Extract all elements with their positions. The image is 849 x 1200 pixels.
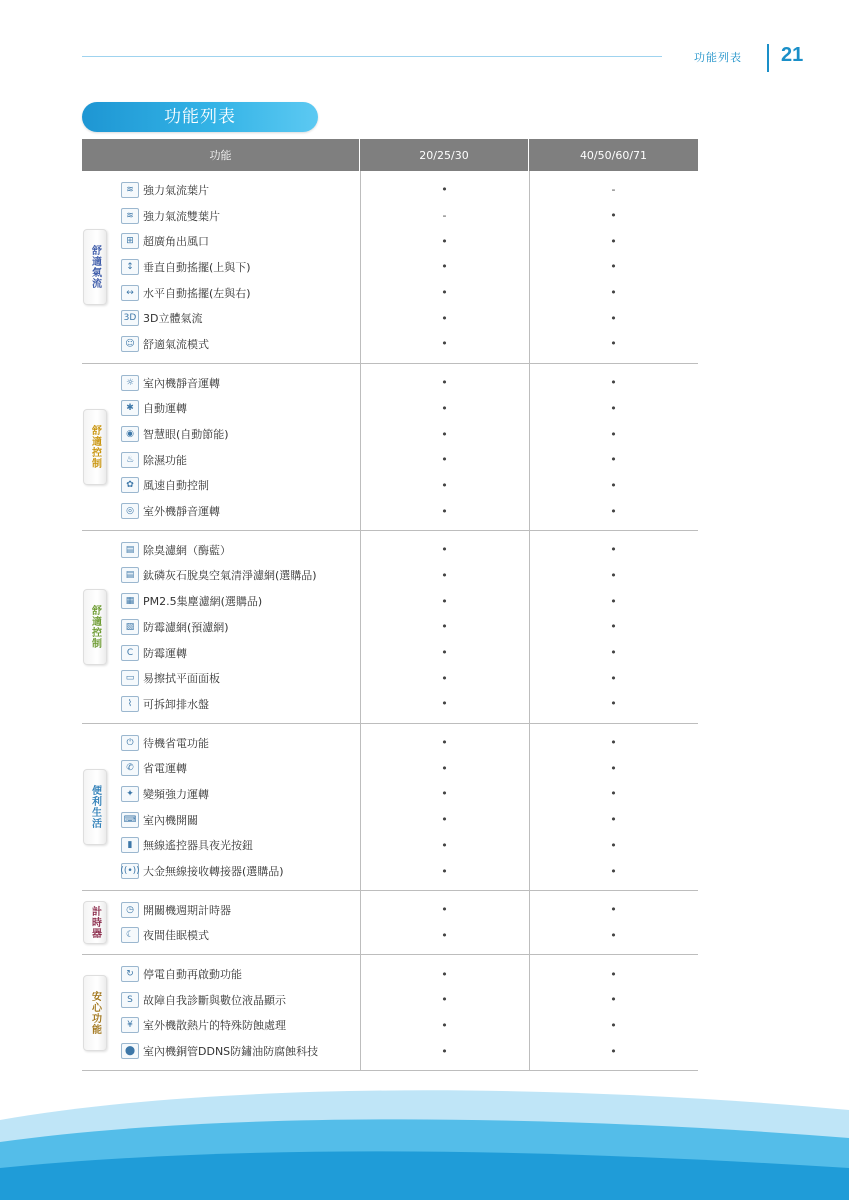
feature-label: 自動運轉 [143, 402, 187, 416]
pm25-filter-icon: ▦ [121, 593, 139, 609]
category-tag: 舒適控制 [83, 589, 107, 665]
support-mark-large-models: • [610, 453, 617, 467]
column-divider [529, 724, 530, 890]
deodorize-filter-icon: ▤ [121, 542, 139, 558]
table-row [82, 421, 698, 447]
feature-cell [82, 285, 360, 301]
section-title: 功能列表 [82, 102, 318, 132]
feature-label: 鈦磷灰石脫臭空氣清淨濾網(選購品) [143, 569, 317, 583]
econo-icon: ✆ [121, 760, 139, 776]
flat-panel-icon: ▭ [121, 670, 139, 686]
remote-icon: ▮ [121, 837, 139, 853]
feature-label: 室內機靜音運轉 [143, 376, 220, 390]
support-mark-small-models: • [441, 761, 448, 775]
table-row [82, 563, 698, 589]
column-divider [529, 171, 530, 363]
table-row [82, 588, 698, 614]
feature-label: 防霉濾網(預濾網) [143, 620, 229, 634]
feature-label: 停電自動再啟動功能 [143, 968, 242, 982]
feature-cell [82, 208, 360, 224]
support-mark-large-models: • [610, 787, 617, 801]
feature-label: 變頻強力運轉 [143, 787, 209, 801]
table-row [82, 1038, 698, 1064]
mold-filter-icon: ▧ [121, 619, 139, 635]
table-row [82, 498, 698, 524]
support-mark-small-models: • [441, 620, 448, 634]
feature-cell [82, 966, 360, 982]
feature-label: 夜間佳眠模式 [143, 929, 209, 943]
feature-label: 無線遙控器具夜光按鈕 [143, 839, 253, 853]
feature-cell [82, 567, 360, 583]
table-row [82, 691, 698, 717]
feature-group [82, 724, 698, 891]
support-mark-large-models: • [610, 260, 617, 274]
table-row [82, 897, 698, 923]
table-row [82, 730, 698, 756]
copper-pipe-icon: ⬤ [121, 1043, 139, 1059]
horizontal-swing-icon: ↔ [121, 285, 139, 301]
support-mark-small-models: • [441, 478, 448, 492]
support-mark-large-models: • [610, 671, 617, 685]
support-mark-large-models: • [610, 568, 617, 582]
column-divider [360, 891, 361, 954]
support-mark-large-models: • [610, 1044, 617, 1058]
feature-cell [82, 1017, 360, 1033]
feature-label: 智慧眼(自動節能) [143, 428, 229, 442]
support-mark-small-models: • [441, 646, 448, 660]
feature-cell [82, 593, 360, 609]
feature-cell [82, 786, 360, 802]
table-row [82, 228, 698, 254]
table-row [82, 923, 698, 949]
support-mark-small-models: • [441, 311, 448, 325]
feature-cell [82, 670, 360, 686]
support-mark-large-models: • [610, 543, 617, 557]
table-header [82, 139, 698, 171]
feature-cell [82, 927, 360, 943]
column-divider [529, 531, 530, 723]
feature-label: 故障自我診斷與數位液晶顯示 [143, 993, 286, 1007]
feature-group [82, 955, 698, 1071]
titanium-filter-icon: ▤ [121, 567, 139, 583]
table-row [82, 370, 698, 396]
support-mark-large-models: • [610, 478, 617, 492]
feature-cell [82, 477, 360, 493]
decorative-wave [0, 1080, 849, 1200]
support-mark-large-models: • [610, 209, 617, 223]
support-mark-small-models: • [441, 376, 448, 390]
table-row [82, 396, 698, 422]
drain-pan-icon: ⌇ [121, 696, 139, 712]
feature-cell [82, 837, 360, 853]
night-mode-icon: ☾ [121, 927, 139, 943]
feature-label: 防霉運轉 [143, 646, 187, 660]
table-row [82, 640, 698, 666]
page-number: 21 [781, 44, 804, 66]
table-row [82, 807, 698, 833]
support-mark-small-models: • [441, 967, 448, 981]
feature-label: 風速自動控制 [143, 479, 209, 493]
weekly-timer-icon: ◷ [121, 902, 139, 918]
feature-label: 水平自動搖擺(左與右) [143, 286, 251, 300]
support-mark-small-models: • [441, 427, 448, 441]
feature-label: 除濕功能 [143, 453, 187, 467]
support-mark-small-models: • [441, 260, 448, 274]
feature-label: 室內機銅管DDNS防鏽油防腐蝕科技 [143, 1045, 319, 1059]
feature-label: PM2.5集塵濾網(選購品) [143, 595, 263, 609]
category-tag: 舒適氣流 [83, 229, 107, 305]
support-mark-small-models: • [441, 337, 448, 351]
support-mark-small-models: • [441, 504, 448, 518]
support-mark-large-models: • [610, 1018, 617, 1032]
support-mark-large-models: • [610, 928, 617, 942]
support-mark-large-models: • [610, 903, 617, 917]
table-row [82, 614, 698, 640]
table-row [82, 254, 698, 280]
column-header-small-models: 20/25/30 [360, 139, 529, 171]
support-mark-large-models: • [610, 311, 617, 325]
feature-cell [82, 902, 360, 918]
wide-blade-icon: ≋ [121, 182, 139, 198]
column-header-function: 功能 [82, 139, 360, 171]
feature-label: 舒適氣流模式 [143, 337, 209, 351]
support-mark-small-models: • [441, 286, 448, 300]
support-mark-large-models: • [610, 427, 617, 441]
feature-group [82, 531, 698, 724]
feature-cell [82, 1043, 360, 1059]
support-mark-small-models: • [441, 838, 448, 852]
feature-group [82, 364, 698, 531]
column-divider [360, 531, 361, 723]
support-mark-large-models: • [610, 736, 617, 750]
powerful-icon: ✦ [121, 786, 139, 802]
support-mark-large-models: • [610, 967, 617, 981]
header-label: 功能列表 [694, 51, 742, 64]
column-divider [360, 171, 361, 363]
feature-label: 可拆卸排水盤 [143, 697, 209, 711]
feature-cell [82, 336, 360, 352]
table-row [82, 305, 698, 331]
self-diagnosis-icon: S [121, 992, 139, 1008]
support-mark-large-models: • [610, 838, 617, 852]
feature-cell [82, 452, 360, 468]
column-divider [529, 955, 530, 1070]
feature-label: 室外機靜音運轉 [143, 505, 220, 519]
support-mark-small-models: • [441, 864, 448, 878]
support-mark-small-models: • [441, 234, 448, 248]
feature-group [82, 171, 698, 364]
feature-cell [82, 400, 360, 416]
table-row [82, 961, 698, 987]
3d-airflow-icon: 3D [121, 310, 139, 326]
column-divider [360, 724, 361, 890]
header-rule [82, 56, 662, 57]
support-mark-large-models: • [610, 813, 617, 827]
feature-cell [82, 696, 360, 712]
table-row [82, 331, 698, 357]
support-mark-large-models: • [610, 761, 617, 775]
support-mark-small-models: • [441, 813, 448, 827]
table-row [82, 473, 698, 499]
support-mark-small-models: • [441, 453, 448, 467]
category-tag: 計時器 [83, 901, 107, 944]
category-tag: 安心功能 [83, 975, 107, 1051]
support-mark-large-models: • [610, 286, 617, 300]
column-divider [360, 364, 361, 530]
support-mark-small-models: • [441, 183, 448, 197]
support-mark-large-models: • [610, 646, 617, 660]
support-mark-large-models: • [610, 337, 617, 351]
header-divider [767, 44, 769, 72]
feature-label: 室外機散熱片的特殊防蝕處理 [143, 1019, 286, 1033]
feature-cell [82, 542, 360, 558]
table-body [82, 171, 698, 1071]
auto-restart-icon: ↻ [121, 966, 139, 982]
column-divider [360, 955, 361, 1070]
wireless-receiver-icon: ((•)) [121, 863, 139, 879]
feature-cell [82, 760, 360, 776]
support-mark-small-models: - [442, 209, 447, 223]
feature-label: 開關機週期計時器 [143, 903, 231, 917]
quiet-outdoor-icon: ◎ [121, 503, 139, 519]
table-row [82, 858, 698, 884]
feature-cell [82, 426, 360, 442]
feature-label: 垂直自動搖擺(上與下) [143, 260, 251, 274]
support-mark-large-models: • [610, 504, 617, 518]
feature-cell [82, 310, 360, 326]
feature-label: 強力氣流葉片 [143, 183, 209, 197]
support-mark-large-models: • [610, 594, 617, 608]
feature-cell [82, 863, 360, 879]
feature-cell [82, 259, 360, 275]
indoor-switch-icon: ⌨ [121, 812, 139, 828]
support-mark-small-models: • [441, 1018, 448, 1032]
feature-cell [82, 375, 360, 391]
support-mark-small-models: • [441, 736, 448, 750]
table-row [82, 755, 698, 781]
support-mark-small-models: • [441, 903, 448, 917]
vertical-swing-icon: ↕ [121, 259, 139, 275]
support-mark-large-models: • [610, 401, 617, 415]
feature-label: 強力氣流雙葉片 [143, 209, 220, 223]
support-mark-small-models: • [441, 401, 448, 415]
feature-table [82, 139, 698, 1071]
support-mark-small-models: • [441, 697, 448, 711]
comfort-mode-icon: ☺ [121, 336, 139, 352]
support-mark-small-models: • [441, 671, 448, 685]
table-row [82, 203, 698, 229]
mold-proof-icon: C [121, 645, 139, 661]
wide-angle-icon: ⊞ [121, 233, 139, 249]
dehumidify-icon: ♨ [121, 452, 139, 468]
feature-label: 3D立體氣流 [143, 312, 203, 326]
standby-power-icon: ⏻ [121, 735, 139, 751]
table-row [82, 781, 698, 807]
support-mark-small-models: • [441, 993, 448, 1007]
table-row [82, 833, 698, 859]
feature-cell [82, 503, 360, 519]
feature-label: 超廣角出風口 [143, 235, 209, 249]
feature-label: 省電運轉 [143, 762, 187, 776]
support-mark-large-models: • [610, 376, 617, 390]
fan-speed-icon: ✿ [121, 477, 139, 493]
column-header-large-models: 40/50/60/71 [579, 148, 648, 162]
feature-cell [82, 735, 360, 751]
support-mark-small-models: • [441, 1044, 448, 1058]
support-mark-large-models: • [610, 864, 617, 878]
quiet-indoor-icon: ☼ [121, 375, 139, 391]
category-tag: 舒適控制 [83, 409, 107, 485]
table-row [82, 447, 698, 473]
feature-cell [82, 182, 360, 198]
feature-label: 待機省電功能 [143, 736, 209, 750]
support-mark-small-models: • [441, 543, 448, 557]
anticorrosion-icon: ¥ [121, 1017, 139, 1033]
support-mark-large-models: • [610, 993, 617, 1007]
support-mark-small-models: • [441, 787, 448, 801]
table-row [82, 987, 698, 1013]
feature-group [82, 891, 698, 955]
column-divider [529, 364, 530, 530]
feature-cell [82, 992, 360, 1008]
support-mark-small-models: • [441, 568, 448, 582]
table-row [82, 177, 698, 203]
feature-cell [82, 619, 360, 635]
support-mark-large-models: • [610, 620, 617, 634]
table-row [82, 665, 698, 691]
support-mark-large-models: • [610, 234, 617, 248]
category-tag: 便利生活 [83, 769, 107, 845]
feature-label: 大金無線接收轉接器(選購品) [143, 865, 284, 879]
feature-label: 除臭濾網（酶藍） [143, 543, 231, 557]
smart-eye-icon: ◉ [121, 426, 139, 442]
feature-cell [82, 645, 360, 661]
feature-cell [82, 812, 360, 828]
column-divider [529, 891, 530, 954]
feature-label: 室內機開關 [143, 813, 198, 827]
support-mark-small-models: • [441, 928, 448, 942]
support-mark-large-models: • [610, 697, 617, 711]
auto-run-icon: ✱ [121, 400, 139, 416]
table-row [82, 1013, 698, 1039]
table-row [82, 280, 698, 306]
feature-cell [82, 233, 360, 249]
support-mark-large-models: - [611, 183, 616, 197]
double-blade-icon: ≋ [121, 208, 139, 224]
support-mark-small-models: • [441, 594, 448, 608]
table-row [82, 537, 698, 563]
feature-label: 易擦拭平面面板 [143, 672, 220, 686]
